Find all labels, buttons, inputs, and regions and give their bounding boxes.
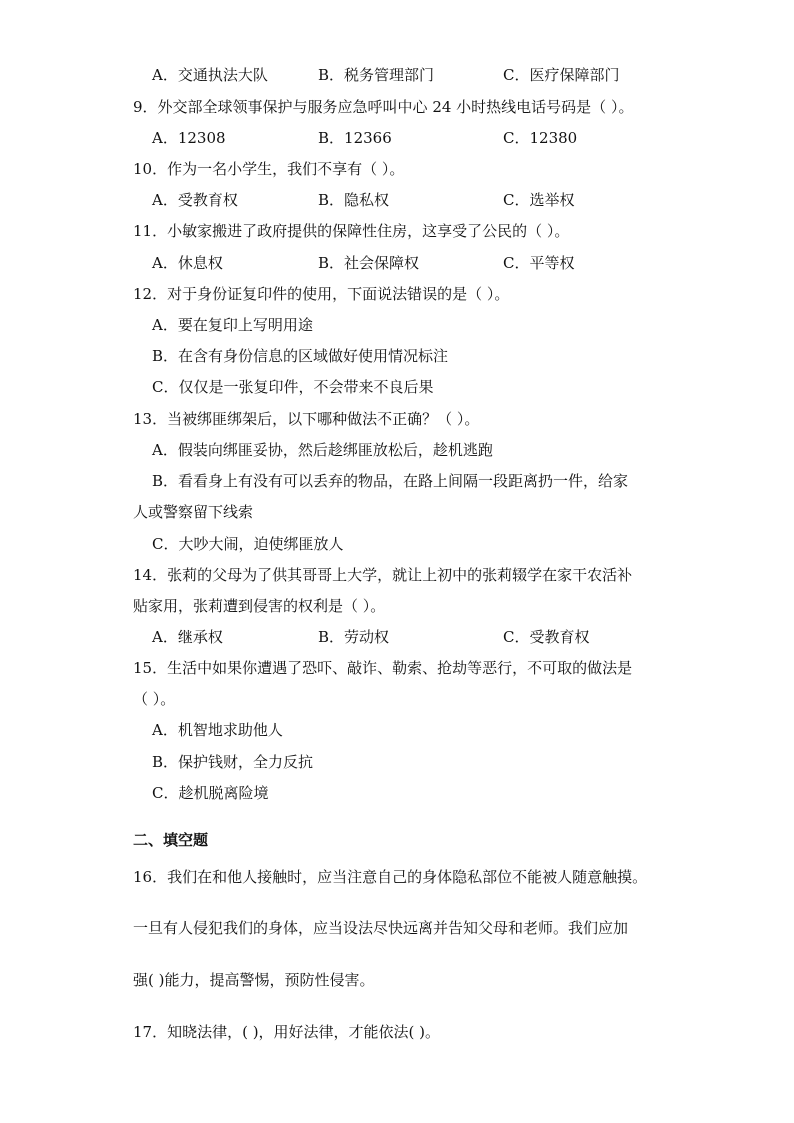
q11-stem: 11．小敏家搬进了政府提供的保障性住房，这享受了公民的（ ）。 [133,222,570,240]
q14-stem-line1: 14．张莉的父母为了供其哥哥上大学，就让上初中的张莉辍学在家干农活补 [133,566,633,584]
q8-option-a: A．交通执法大队 [152,66,268,84]
q11-option-a: A．休息权 [152,254,223,272]
q13-option-a: A．假装向绑匪妥协，然后趁绑匪放松后，趁机逃跑 [152,441,493,459]
q15-stem-line2: （ ）。 [133,690,176,708]
q9-stem: 9．外交部全球领事保护与服务应急呼叫中心 24 小时热线电话号码是（ ）。 [133,98,634,116]
q10-stem: 10．作为一名小学生，我们不享有（ ）。 [133,160,405,178]
q10-option-b: B．隐私权 [318,191,390,209]
q12-stem: 12．对于身份证复印件的使用，下面说法错误的是（ ）。 [133,285,510,303]
q8-option-b: B．税务管理部门 [318,66,435,84]
q9-option-a: A．12308 [152,129,226,147]
q12-option-a: A．要在复印上写明用途 [152,316,313,334]
q15-option-b: B．保护钱财，全力反抗 [152,753,314,771]
q14-stem-line2: 贴家用，张莉遭到侵害的权利是（ ）。 [133,597,386,615]
q14-option-a: A．继承权 [152,628,223,646]
q16-line3: 强( )能力，提高警惕，预防性侵害。 [133,971,375,989]
q10-option-c: C．选举权 [503,191,575,209]
q8-option-c: C．医疗保障部门 [503,66,620,84]
q12-option-c: C．仅仅是一张复印件，不会带来不良后果 [152,378,434,396]
q16-line1: 16．我们在和他人接触时，应当注意自己的身体隐私部位不能被人随意触摸。 [133,868,648,886]
q13-option-c: C．大吵大闹，迫使绑匪放人 [152,535,344,553]
q11-option-b: B．社会保障权 [318,254,420,272]
q9-option-c: C．12380 [503,129,578,147]
q15-option-c: C．趁机脱离险境 [152,784,269,802]
q15-stem-line1: 15．生活中如果你遭遇了恐吓、敲诈、勒索、抢劫等恶行，不可取的做法是 [133,659,633,677]
q13-stem: 13．当被绑匪绑架后，以下哪种做法不正确？（ ）。 [133,410,480,428]
section-heading-fill-in: 二、填空题 [133,831,209,849]
q14-option-c: C．受教育权 [503,628,590,646]
q13-option-b-line2: 人或警察留下线索 [133,503,254,521]
q17-line1: 17．知晓法律，( )，用好法律，才能依法( )。 [133,1023,441,1041]
q10-option-a: A．受教育权 [152,191,238,209]
q13-option-b-line1: B．看看身上有没有可以丢弃的物品，在路上间隔一段距离扔一件，给家 [152,472,629,490]
q15-option-a: A．机智地求助他人 [152,721,283,739]
q14-option-b: B．劳动权 [318,628,390,646]
q11-option-c: C．平等权 [503,254,575,272]
q12-option-b: B．在含有身份信息的区域做好使用情况标注 [152,347,449,365]
q9-option-b: B．12366 [318,129,392,147]
q16-line2: 一旦有人侵犯我们的身体，应当设法尽快远离并告知父母和老师。我们应加 [133,919,629,937]
